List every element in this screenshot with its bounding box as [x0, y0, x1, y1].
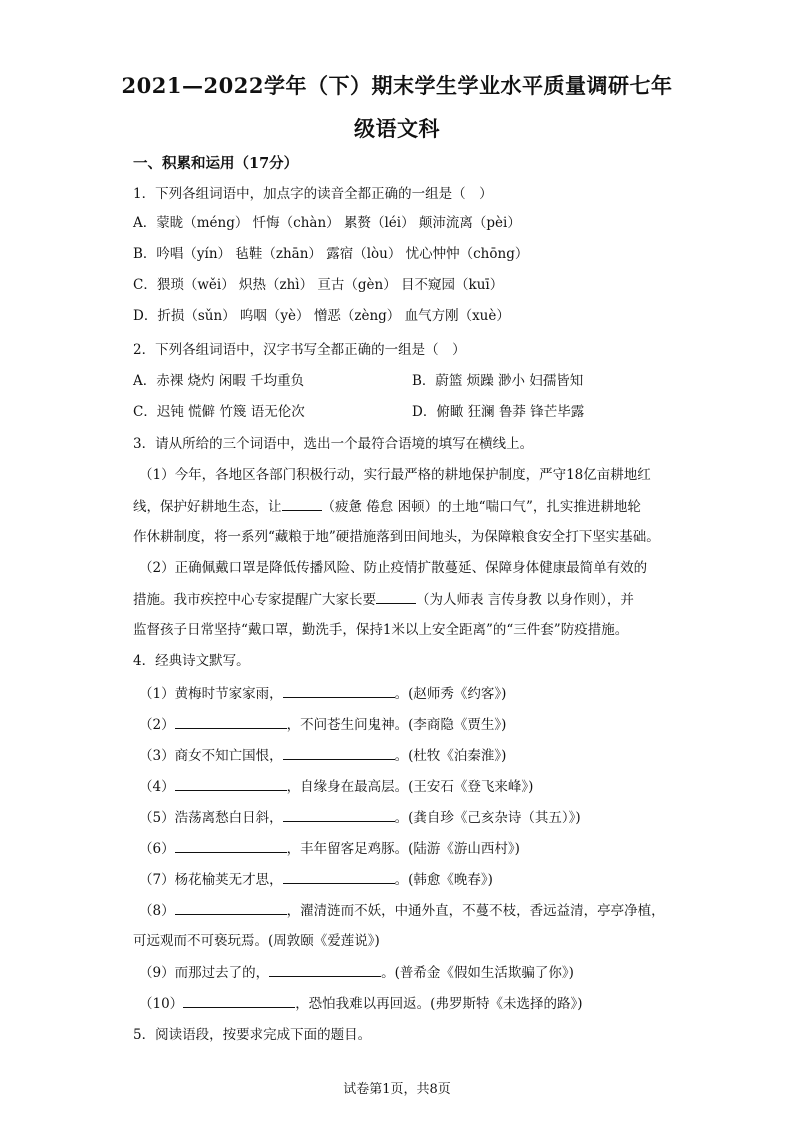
- q4-item-post: ，自缘身在最高层。(王安石《登飞来峰》): [286, 779, 534, 795]
- q3-p1-line1: （1）今年，各地区各部门积极行动，实行最严格的耕地保护制度，严守18亿亩耕地红: [139, 467, 651, 483]
- q4-blank[interactable]: [269, 962, 381, 977]
- q4-item-pre: （10）: [139, 996, 184, 1012]
- q4-item: [139, 962, 574, 983]
- q4-item: [139, 993, 582, 1014]
- q4-item: [139, 776, 533, 797]
- q4-item-post: 。(龚自珍《己亥杂诗（其五）》): [394, 810, 581, 826]
- q4-item: [139, 900, 665, 921]
- section-heading: 一、积累和运用（17分）: [133, 155, 299, 172]
- q3-p1-line2-pre: 线，保护好耕地生态，让: [133, 499, 282, 515]
- q4-item: [139, 745, 506, 766]
- q4-item-post: 。(韩愈《晚春》): [394, 872, 493, 888]
- q1-option-a: A．蒙眬（méng） 忏悔（chàn） 累赘（léi） 颠沛流离（pèi）: [133, 215, 521, 231]
- q4-item: [139, 807, 581, 828]
- q3-blank-1[interactable]: [282, 496, 322, 511]
- q4-blank[interactable]: [183, 993, 295, 1008]
- q3-p1-line3: 作休耕制度，将一系列“藏粮于地”硬措施落到田间地头，为保障粮食安全打下坚实基础。: [133, 529, 660, 545]
- q4-blank[interactable]: [283, 869, 395, 884]
- q1-option-c: C．猥琐（wěi） 炽热（zhì） 亘古（gèn） 目不窥园（kuī）: [133, 277, 504, 293]
- q1-option-d: D．折损（sǔn） 呜咽（yè） 憎恶（zèng） 血气方刚（xuè）: [133, 308, 510, 324]
- q4-blank[interactable]: [175, 838, 287, 853]
- q3-p2-line1: （2）正确佩戴口罩是降低传播风险、防止疫情扩散蔓延、保障身体健康最简单有效的: [139, 560, 648, 576]
- q4-item-pre: （6）: [139, 841, 175, 857]
- q4-item-post: ，丰年留客足鸡豚。(陆游《游山西村》): [286, 841, 520, 857]
- q4-item-pre: （1）黄梅时节家家雨，: [139, 686, 283, 702]
- q4-blank[interactable]: [283, 683, 395, 698]
- q4-blank[interactable]: [175, 776, 287, 791]
- q2-stem: 2．下列各组词语中，汉字书写全都正确的一组是（ ）: [133, 342, 466, 358]
- q4-blank[interactable]: [283, 745, 395, 760]
- q4-stem: 4．经典诗文默写。: [133, 653, 250, 669]
- q4-item-pre: （7）杨花榆荚无才思，: [139, 872, 283, 888]
- q4-item-pre: （5）浩荡离愁白日斜，: [139, 810, 283, 826]
- q4-item-post: ，不问苍生问鬼神。(李商隐《贾生》): [286, 717, 507, 733]
- q1-option-b: B．吟唱（yín） 毡鞋（zhān） 露宿（lòu） 忧心忡忡（chōng）: [133, 246, 529, 262]
- q4-item-post: 。(杜牧《泊秦淮》): [394, 748, 507, 764]
- page-footer: 试卷第1页，共8页: [343, 1082, 451, 1097]
- q3-p1-line2: [133, 496, 641, 517]
- q4-item: [139, 714, 506, 735]
- exam-title-line2: 级语文科: [354, 116, 440, 141]
- q3-blank-2[interactable]: [376, 589, 416, 604]
- q2-option-d: D．俯瞰 狂澜 鲁莽 锋芒毕露: [412, 404, 585, 420]
- q3-p2-line2-post: （为人师表 言传身教 以身作则），并: [416, 592, 634, 608]
- q1-stem: 1．下列各组词语中，加点字的读音全都正确的一组是（ ）: [133, 186, 493, 202]
- q4-item-pre: （9）而那过去了的，: [139, 965, 270, 981]
- q4-item-post: 。(普希金《假如生活欺骗了你》): [381, 965, 574, 981]
- q3-stem: 3．请从所给的三个词语中，选出一个最符合语境的填写在横线上。: [133, 436, 534, 452]
- q4-blank[interactable]: [175, 714, 287, 729]
- q5-stem: 5．阅读语段，按要求完成下面的题目。: [133, 1027, 372, 1043]
- q4-item: [139, 683, 506, 704]
- q4-item: [139, 838, 520, 859]
- q4-item-pre: （3）商女不知亡国恨，: [139, 748, 283, 764]
- q4-blank[interactable]: [175, 900, 287, 915]
- q4-blank[interactable]: [283, 807, 395, 822]
- q4-item-post: ，濯清涟而不妖，中通外直，不蔓不枝，香远益清，亭亭净植，: [286, 903, 665, 919]
- q2-option-b: B．蔚篮 烦躁 渺小 妇孺皆知: [412, 373, 584, 389]
- q4-item-post: 。(赵师秀《约客》): [394, 686, 507, 702]
- q2-option-c: C．迟钝 慌僻 竹篾 语无伦次: [133, 404, 305, 420]
- q4-item-pre: （8）: [139, 903, 175, 919]
- q4-item8-continuation: 可远观而不可亵玩焉。(周敦颐《爱莲说》): [133, 933, 380, 949]
- q4-item-pre: （2）: [139, 717, 175, 733]
- q4-item-pre: （4）: [139, 779, 175, 795]
- q3-p2-line2: [133, 589, 634, 610]
- q2-option-a: A．赤裸 烧灼 闲暇 千均重负: [133, 373, 305, 389]
- q3-p2-line3: 监督孩子日常坚持“戴口罩，勤洗手，保持1米以上安全距离”的“三件套”防疫措施。: [133, 622, 629, 638]
- q3-p1-line2-post: （疲惫 倦怠 困顿）的土地“喘口气”，扎实推进耕地轮: [321, 499, 641, 515]
- exam-title-line1: 2021—2022学年（下）期末学生学业水平质量调研七年: [121, 73, 673, 98]
- q4-item-post: ，恐怕我难以再回返。(弗罗斯特《未选择的路》): [295, 996, 583, 1012]
- q3-p2-line2-pre: 措施。我市疾控中心专家提醒广大家长要: [133, 592, 376, 608]
- q4-item: [139, 869, 493, 890]
